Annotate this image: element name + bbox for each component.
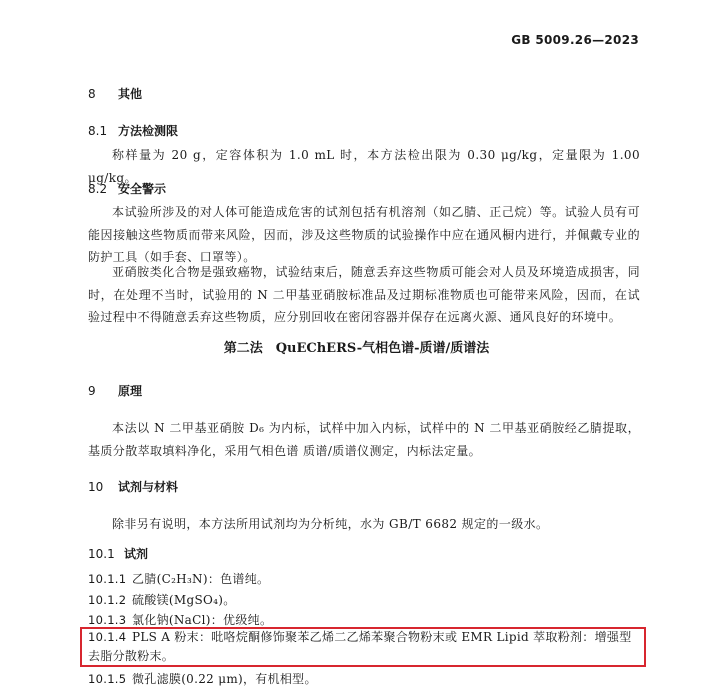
standard-number: GB 5009.26—2023 — [511, 33, 639, 47]
safety-paragraph-1: 本试验所涉及的对人体可能造成危害的试剂包括有机溶剂（如乙腈、正己烷）等。试验人员有可能因接触这些物质而带来风险，因而，涉及这些物质的试验操作中应在通风橱内进行，并佩戴专业的防护工具（如手套、口罩等）。 — [88, 205, 640, 264]
item-text: 乙腈(C₂H₃N)：色谱纯。 — [132, 572, 270, 586]
item-text: PLS A 粉末：吡咯烷酮修饰聚苯乙烯二乙烯苯聚合物粉末或 EMR Lipid 萃取粉剂：增强型去脂分散粉末。 — [88, 630, 632, 663]
section-9-heading — [88, 382, 142, 399]
reagents-intro-paragraph: 除非另有说明，本方法所用试剂均为分析纯，水为 GB/T 6682 规定的一级水。 — [112, 517, 549, 531]
section-number: 8 — [88, 87, 96, 101]
item-number: 10.1.2 — [88, 593, 127, 607]
list-item-highlighted — [88, 628, 643, 666]
section-number: 10 — [88, 480, 104, 494]
section-10-1-heading — [88, 545, 148, 562]
section-title: 试剂与材料 — [118, 480, 179, 494]
item-number: 10.1.4 — [88, 630, 127, 644]
principle-paragraph: 本法以 N 二甲基亚硝胺 D₆ 为内标，试样中加入内标，试样中的 N 二甲基亚硝胺经乙腈提取，基质分散萃取填料净化，采用气相色谱 质谱/质谱仪测定，内标法定量。 — [88, 421, 640, 458]
section-title: 方法检测限 — [118, 124, 179, 138]
section-title: 安全警示 — [118, 182, 167, 196]
method-2-title: 第二法 QuEChERS-气相色谱-质谱/质谱法 — [223, 341, 490, 356]
detection-limit-paragraph: 称样量为 20 g，定容体积为 1.0 mL 时，本方法检出限为 0.30 μg/kg，定量限为 1.00 μg/kg。 — [88, 148, 640, 185]
safety-paragraph-2: 亚硝胺类化合物是强致癌物，试验结束后，随意丢弃这些物质可能会对人员及环境造成损害，同时，在处理不当时，试验用的 N 二甲基亚硝胺标准品及过期标准物质也可能带来风险，因而，在试验过程中不得随意丢弃这些物质，应分别回收在密闭容器并保存在远离火源、通风良好的环境中。 — [88, 265, 640, 324]
list-item — [88, 568, 640, 590]
item-number: 10.1.3 — [88, 613, 127, 627]
section-number: 8.1 — [88, 124, 108, 138]
item-number: 10.1.5 — [88, 672, 127, 686]
section-title: 其他 — [118, 87, 143, 101]
list-item — [88, 589, 640, 611]
section-number: 8.2 — [88, 182, 108, 196]
section-title: 原理 — [118, 384, 143, 398]
section-title: 试剂 — [124, 547, 149, 561]
item-text: 硫酸镁(MgSO₄)。 — [132, 593, 236, 607]
item-number: 10.1.1 — [88, 572, 127, 586]
section-number: 10.1 — [88, 547, 115, 561]
item-text: 微孔滤膜(0.22 μm)，有机相型。 — [132, 672, 317, 686]
section-10-heading — [88, 478, 178, 495]
section-8-1-heading — [88, 122, 178, 139]
section-number: 9 — [88, 384, 96, 398]
item-text: 氯化钠(NaCl)：优级纯。 — [132, 613, 273, 627]
section-8-2-heading — [88, 180, 166, 197]
list-item — [88, 668, 640, 690]
section-8-heading — [88, 85, 142, 102]
